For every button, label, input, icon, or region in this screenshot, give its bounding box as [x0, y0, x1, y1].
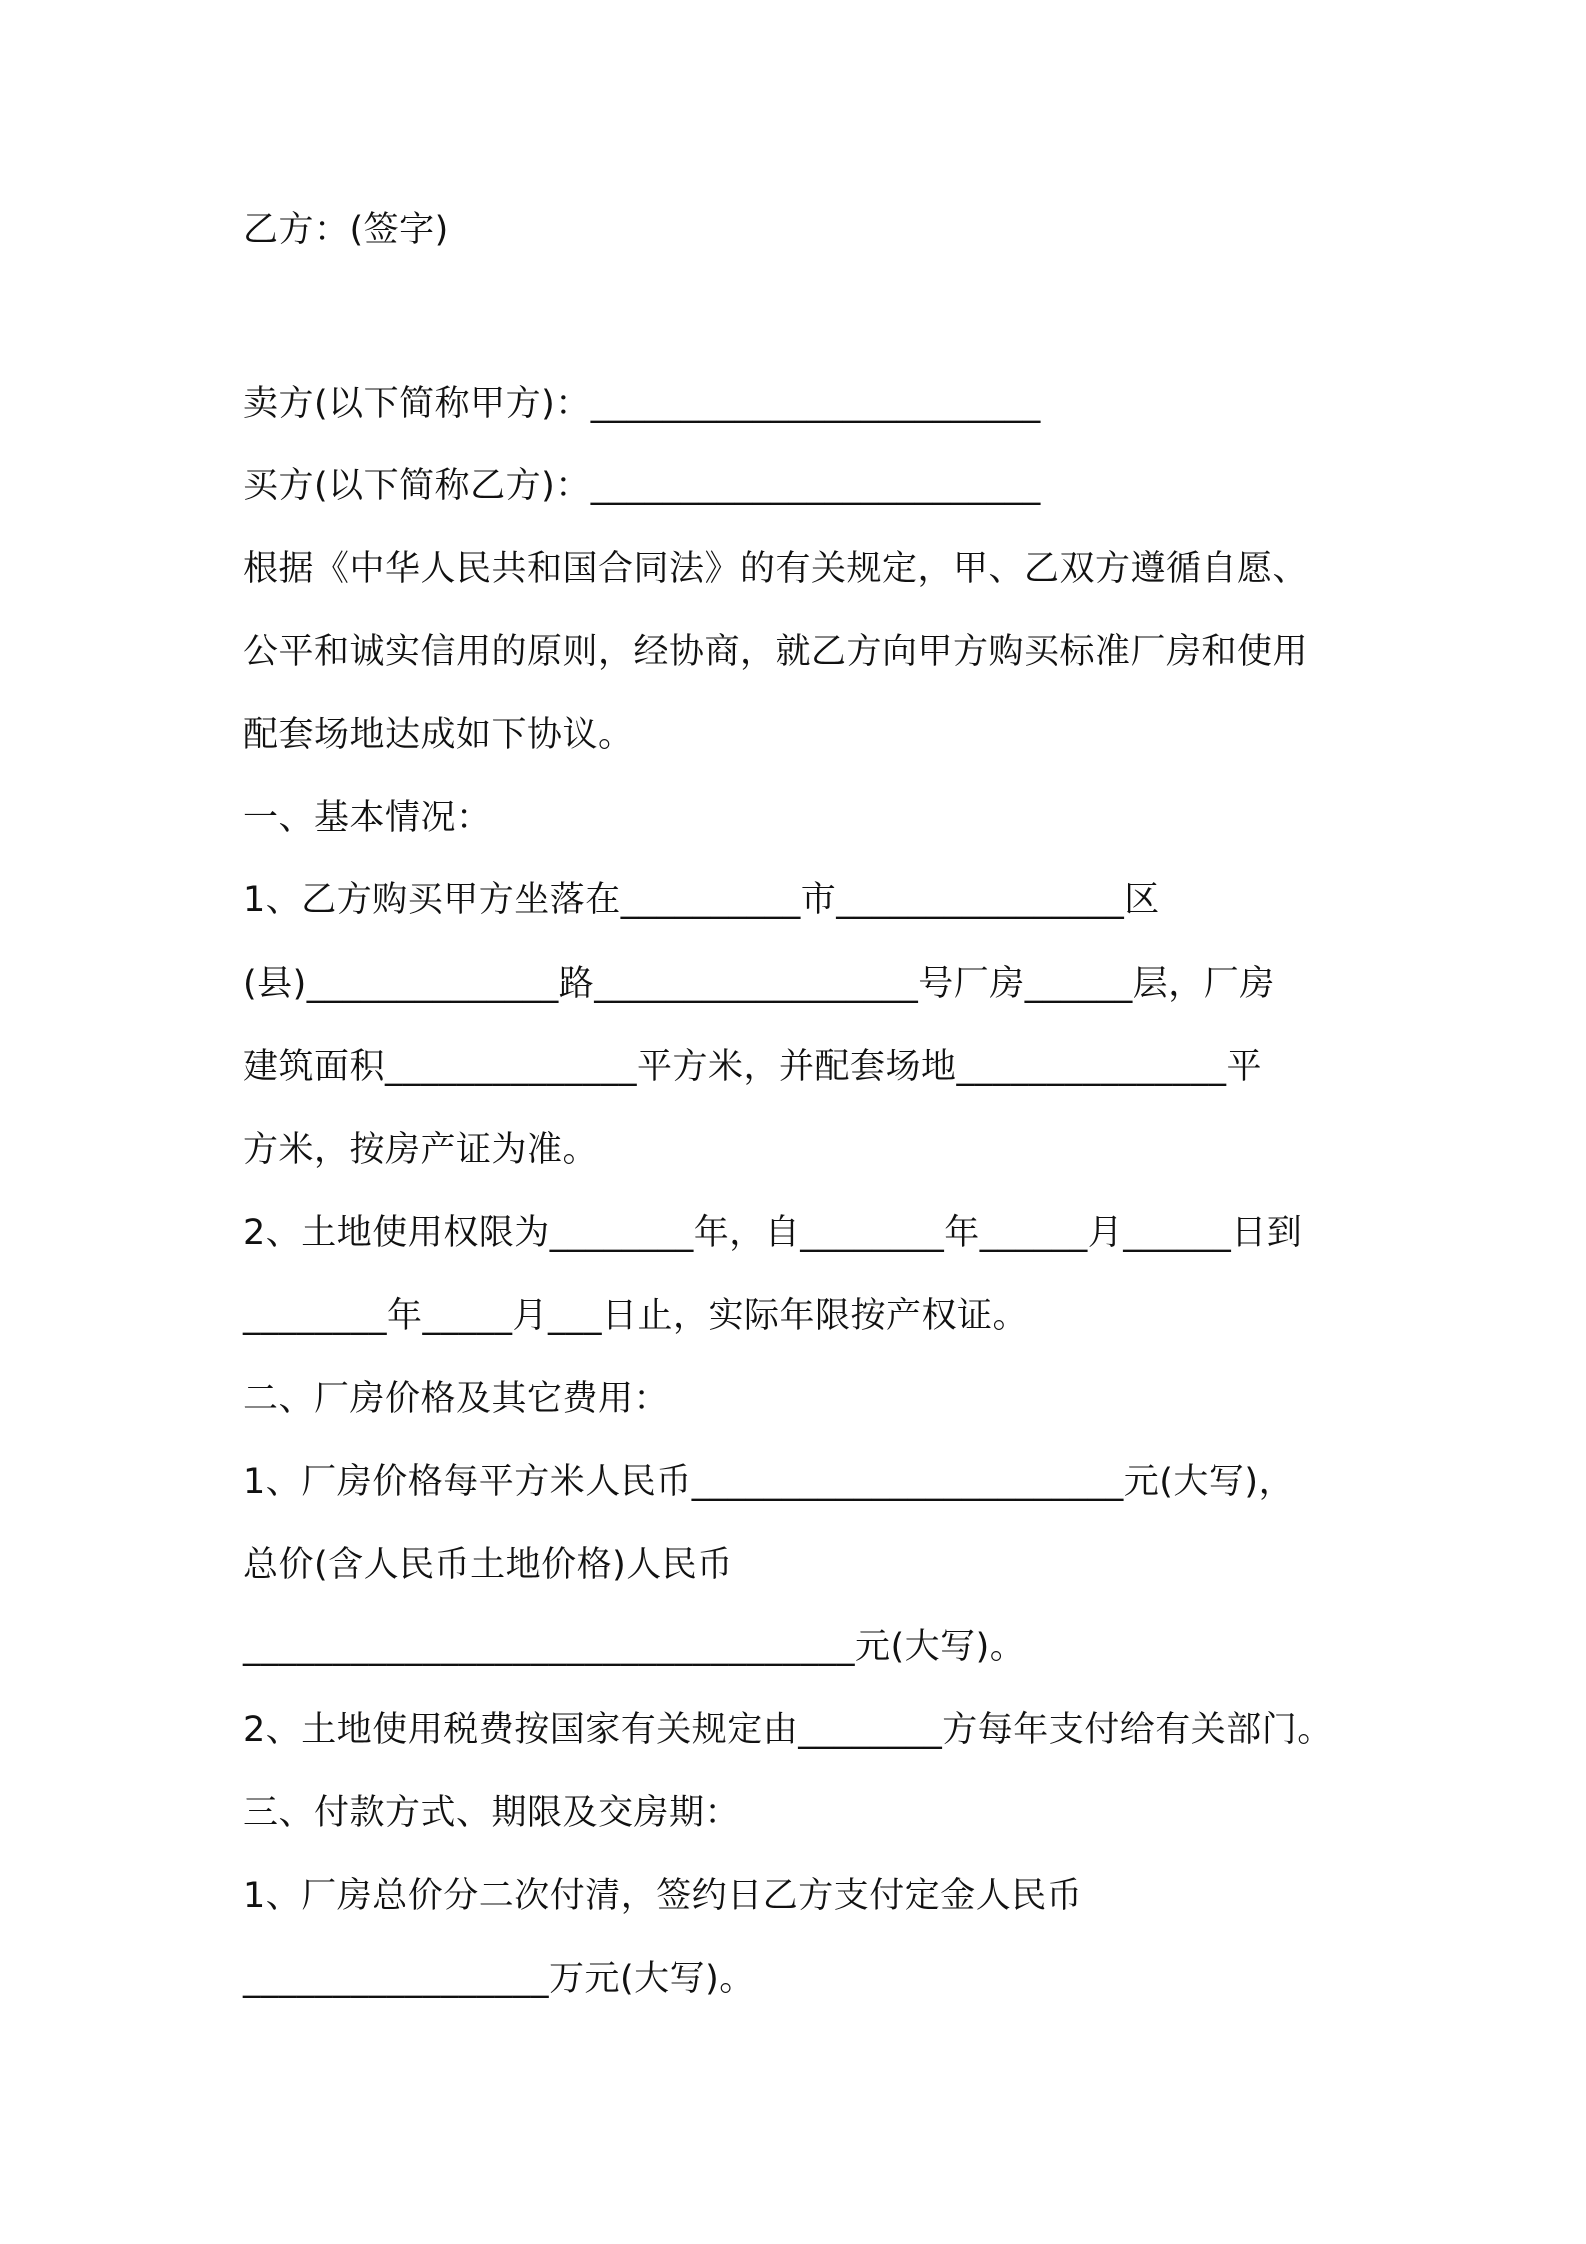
- preamble-line-2: 公平和诚实信用的原则，经协商，就乙方向甲方购买标准厂房和使用: [243, 632, 1309, 672]
- clause-1-1-line-1: 1、乙方购买甲方坐落在__________市________________区: [243, 880, 1160, 920]
- clause-2-2: 2、土地使用税费按国家有关规定由________方每年支付给有关部门。: [243, 1710, 1333, 1750]
- clause-1-2-line-2: ________年_____月___日止，实际年限按产权证。: [243, 1296, 1029, 1336]
- clause-2-1-line-3: __________________________________元(大写)。: [243, 1627, 1026, 1667]
- clause-2-1-line-2: 总价(含人民币土地价格)人民币: [243, 1545, 733, 1585]
- section-3-heading: 三、付款方式、期限及交房期：: [243, 1793, 741, 1833]
- party-b-signature-line: 乙方：(签字): [243, 210, 449, 250]
- clause-3-1-line-1: 1、厂房总价分二次付清，签约日乙方支付定金人民币: [243, 1876, 1083, 1916]
- section-2-heading: 二、厂房价格及其它费用：: [243, 1379, 670, 1419]
- clause-1-2-line-1: 2、土地使用权限为________年，自________年______月______日到: [243, 1213, 1303, 1253]
- clause-1-1-line-3: 建筑面积______________平方米，并配套场地_______________平: [243, 1047, 1263, 1087]
- section-1-heading: 一、基本情况：: [243, 798, 492, 838]
- clause-1-1-line-2: (县)______________路__________________号厂房______层，厂房: [243, 964, 1275, 1004]
- clause-3-1-line-2: _________________万元(大写)。: [243, 1959, 755, 1999]
- buyer-line: 买方(以下简称乙方)：_________________________: [243, 466, 1041, 506]
- clause-1-1-line-4: 方米，按房产证为准。: [243, 1130, 599, 1170]
- clause-2-1-line-1: 1、厂房价格每平方米人民币________________________元(大写)，: [243, 1462, 1295, 1502]
- preamble-line-3: 配套场地达成如下协议。: [243, 715, 634, 755]
- seller-line: 卖方(以下简称甲方)：_________________________: [243, 384, 1041, 424]
- preamble-line-1: 根据《中华人民共和国合同法》的有关规定，甲、乙双方遵循自愿、: [243, 549, 1309, 589]
